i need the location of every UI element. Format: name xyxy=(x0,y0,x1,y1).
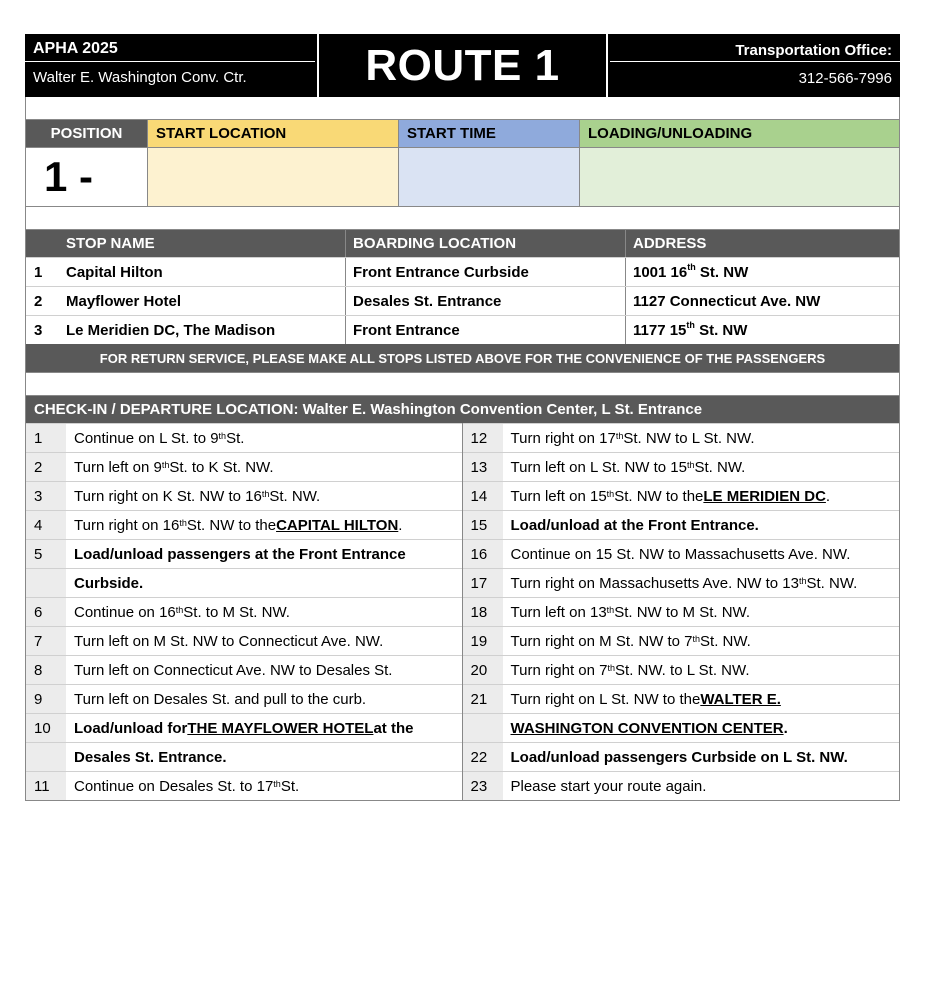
step-number: 8 xyxy=(26,656,66,684)
destination-name: WASHINGTON CONVENTION CENTER xyxy=(510,719,784,737)
step-text-bold: Curbside. xyxy=(74,574,144,592)
table-row xyxy=(26,315,899,344)
ordinal-suffix: th xyxy=(261,489,270,499)
address-ordinal: th xyxy=(686,319,695,330)
address-text: St. NW xyxy=(694,321,748,339)
address-ordinal: th xyxy=(687,261,696,272)
step-text-bold: Load/unload for xyxy=(74,719,188,737)
step-text-segment: Continue on 15 St. NW to Massachusetts Ave. NW. xyxy=(510,545,851,563)
direction-step xyxy=(26,771,462,800)
direction-step xyxy=(26,539,462,568)
step-number: 19 xyxy=(463,627,503,655)
step-text xyxy=(503,540,900,568)
boarding-location: Front Entrance xyxy=(346,316,626,344)
step-text xyxy=(503,656,900,684)
step-number: 6 xyxy=(26,598,66,626)
step-text xyxy=(503,482,900,510)
step-text xyxy=(503,453,900,481)
step-number: 12 xyxy=(463,424,503,452)
step-text-segment: . xyxy=(398,516,403,534)
route-sheet xyxy=(25,34,900,801)
step-text xyxy=(503,511,900,539)
step-text xyxy=(503,685,900,713)
step-number: 9 xyxy=(26,685,66,713)
spacer-row xyxy=(25,97,900,120)
step-text xyxy=(66,424,462,452)
step-text-segment: St. NW. xyxy=(700,632,751,650)
step-text-segment: Turn right on Massachusetts Ave. NW to 13 xyxy=(510,574,799,592)
step-text-segment: Turn right on M St. NW to 7 xyxy=(510,632,693,650)
step-number: 16 xyxy=(463,540,503,568)
step-text-bold: Load/unload at the Front Entrance. xyxy=(510,516,759,534)
direction-step xyxy=(463,510,900,539)
destination-name: LE MERIDIEN DC xyxy=(703,487,826,505)
destination-name: CAPITAL HILTON xyxy=(276,516,399,534)
ordinal-suffix: th xyxy=(798,576,807,586)
stop-name: Mayflower Hotel xyxy=(66,287,346,315)
direction-step xyxy=(463,597,900,626)
direction-step xyxy=(26,713,462,742)
step-text xyxy=(66,482,462,510)
step-text xyxy=(66,540,462,568)
start-time-header: START TIME xyxy=(399,120,580,147)
ordinal-suffix: th xyxy=(606,489,615,499)
office-phone: 312-566-7996 xyxy=(798,70,892,87)
direction-step xyxy=(463,539,900,568)
directions-right-column xyxy=(463,423,900,800)
step-text xyxy=(66,772,462,800)
step-text-segment: Turn left on 9 xyxy=(74,458,162,476)
route-title: ROUTE 1 xyxy=(317,34,608,97)
step-text xyxy=(503,424,900,452)
step-number: 4 xyxy=(26,511,66,539)
boarding-location: Desales St. Entrance xyxy=(346,287,626,315)
venue-name: Walter E. Washington Conv. Ctr. xyxy=(33,69,247,86)
step-number: 1 xyxy=(26,424,66,452)
step-text-segment: Turn right on K St. NW to 16 xyxy=(74,487,262,505)
step-text xyxy=(503,627,900,655)
step-number xyxy=(26,743,66,771)
office-info xyxy=(610,34,900,97)
stop-name: Le Meridien DC, The Madison xyxy=(66,316,346,344)
direction-step xyxy=(26,510,462,539)
step-text-segment: Please start your route again. xyxy=(510,777,707,795)
stop-address xyxy=(626,319,899,339)
ordinal-suffix: th xyxy=(615,431,624,441)
stop-number: 3 xyxy=(34,321,43,339)
event-name: APHA 2025 xyxy=(25,34,315,62)
step-text-segment: St. NW to the xyxy=(614,487,704,505)
direction-step xyxy=(26,597,462,626)
address-text: 1177 15 xyxy=(633,321,687,339)
step-number: 11 xyxy=(26,772,66,800)
step-number: 21 xyxy=(463,685,503,713)
event-info xyxy=(25,34,315,97)
step-number: 3 xyxy=(26,482,66,510)
step-text xyxy=(503,714,900,742)
ordinal-suffix: th xyxy=(161,460,170,470)
direction-step xyxy=(26,742,462,771)
step-text-bold: Load/unload passengers Curbside on L St. NW. xyxy=(510,748,848,766)
step-text-segment: St. xyxy=(226,429,245,447)
direction-step xyxy=(26,452,462,481)
spacer-row xyxy=(25,373,900,396)
step-text-segment: St. NW to the xyxy=(186,516,277,534)
step-text-segment: Turn left on L St. NW to 15 xyxy=(510,458,687,476)
step-number: 10 xyxy=(26,714,66,742)
address-text: 1127 Connecticut Ave. NW xyxy=(633,292,821,310)
address-header: ADDRESS xyxy=(633,235,707,252)
step-text-segment: Turn right on 16 xyxy=(74,516,180,534)
direction-step xyxy=(463,423,900,452)
direction-step xyxy=(463,568,900,597)
step-text-segment: St. to K St. NW. xyxy=(169,458,274,476)
direction-step xyxy=(26,655,462,684)
step-text xyxy=(503,772,900,800)
direction-step xyxy=(463,713,900,742)
stop-number: 2 xyxy=(34,292,43,310)
route-header xyxy=(25,34,900,97)
step-text-segment: Continue on L St. to 9 xyxy=(74,429,219,447)
step-text-segment: St. NW. xyxy=(806,574,858,592)
step-text-segment: Continue on 16 xyxy=(74,603,176,621)
start-time-field[interactable] xyxy=(399,148,580,206)
stop-number: 1 xyxy=(34,263,43,281)
destination-name: WALTER E. xyxy=(700,690,781,708)
ordinal-suffix: th xyxy=(606,605,615,615)
start-location-header: START LOCATION xyxy=(148,120,399,147)
stop-name: Capital Hilton xyxy=(66,258,346,286)
boarding-location: Front Entrance Curbside xyxy=(346,258,626,286)
step-text xyxy=(66,511,462,539)
position-value: 1 - xyxy=(26,148,148,206)
direction-step xyxy=(463,481,900,510)
step-number: 2 xyxy=(26,453,66,481)
direction-step xyxy=(26,423,462,452)
stop-name-header: STOP NAME xyxy=(66,230,346,257)
ordinal-suffix: th xyxy=(607,663,616,673)
step-number: 18 xyxy=(463,598,503,626)
step-text-bold: at the xyxy=(373,719,414,737)
step-text-segment: St. NW. to L St. NW. xyxy=(615,661,750,679)
ordinal-suffix: th xyxy=(686,460,695,470)
step-number: 23 xyxy=(463,772,503,800)
direction-step xyxy=(463,771,900,800)
step-text-segment: Turn right on 7 xyxy=(510,661,608,679)
direction-step xyxy=(463,655,900,684)
step-text-segment: St. NW to L St. NW. xyxy=(623,429,755,447)
spacer-row xyxy=(25,207,900,230)
step-number: 7 xyxy=(26,627,66,655)
step-text-segment: Turn left on 13 xyxy=(510,603,607,621)
step-number: 5 xyxy=(26,540,66,568)
step-text xyxy=(66,627,462,655)
boarding-location-header: BOARDING LOCATION xyxy=(346,230,626,257)
start-location-field[interactable] xyxy=(148,148,399,206)
direction-step xyxy=(26,684,462,713)
ordinal-suffix: th xyxy=(692,634,701,644)
step-text-segment: Turn right on 17 xyxy=(510,429,616,447)
loading-field[interactable] xyxy=(580,148,899,206)
step-number xyxy=(26,569,66,597)
step-text-bold: . xyxy=(783,719,788,737)
step-text xyxy=(503,569,900,597)
step-text-segment: Turn left on M St. NW to Connecticut Ave. NW. xyxy=(74,632,384,650)
direction-step xyxy=(463,626,900,655)
step-text xyxy=(66,569,462,597)
direction-step xyxy=(463,452,900,481)
step-text-bold: Desales St. Entrance. xyxy=(74,748,227,766)
directions-table xyxy=(25,396,900,801)
step-text-segment: St. xyxy=(280,777,300,795)
position-header: POSITION xyxy=(26,120,148,147)
step-text-segment: Continue on Desales St. to 17 xyxy=(74,777,274,795)
destination-name: THE MAYFLOWER HOTEL xyxy=(187,719,374,737)
step-number: 14 xyxy=(463,482,503,510)
step-text xyxy=(503,743,900,771)
step-text xyxy=(66,714,462,742)
step-number xyxy=(463,714,503,742)
position-table xyxy=(25,120,900,207)
stops-table xyxy=(25,230,900,373)
table-row xyxy=(26,286,899,315)
step-text xyxy=(66,598,462,626)
step-text-segment: Turn right on L St. NW to the xyxy=(510,690,701,708)
step-text-segment: St. NW. xyxy=(694,458,746,476)
loading-header: LOADING/UNLOADING xyxy=(580,120,899,147)
office-label: Transportation Office: xyxy=(610,34,900,62)
step-text-segment: St. NW. xyxy=(269,487,321,505)
ordinal-suffix: th xyxy=(273,779,281,789)
step-text-segment: . xyxy=(825,487,831,505)
step-number: 13 xyxy=(463,453,503,481)
directions-left-column xyxy=(26,423,463,800)
step-text-bold: Load/unload passengers at the Front Entrance xyxy=(74,545,406,563)
step-text xyxy=(503,598,900,626)
direction-step xyxy=(26,481,462,510)
direction-step xyxy=(26,626,462,655)
step-text xyxy=(66,453,462,481)
step-text-segment: Turn left on 15 xyxy=(510,487,607,505)
ordinal-suffix: th xyxy=(179,518,187,528)
stop-address xyxy=(626,293,899,310)
step-number: 20 xyxy=(463,656,503,684)
departure-location-title: CHECK-IN / DEPARTURE LOCATION: Walter E. Washington Convention Center, L St. Entrance xyxy=(26,396,899,423)
step-number: 15 xyxy=(463,511,503,539)
step-text-segment: Turn left on Desales St. and pull to the curb. xyxy=(74,690,367,708)
step-number: 22 xyxy=(463,743,503,771)
address-text: 1001 16 xyxy=(633,263,688,281)
stops-header-row xyxy=(26,230,899,257)
address-text: St. NW xyxy=(695,263,749,281)
step-text xyxy=(66,656,462,684)
return-service-notice: FOR RETURN SERVICE, PLEASE MAKE ALL STOPS LISTED ABOVE FOR THE CONVENIENCE OF THE PASSENGERS xyxy=(26,344,899,372)
direction-step xyxy=(26,568,462,597)
step-text-segment: Turn left on Connecticut Ave. NW to Desales St. xyxy=(74,661,393,679)
ordinal-suffix: th xyxy=(218,431,227,441)
table-row xyxy=(26,257,899,286)
step-number: 17 xyxy=(463,569,503,597)
direction-step xyxy=(463,684,900,713)
step-text-segment: St. to M St. NW. xyxy=(183,603,290,621)
step-text-segment: St. NW to M St. NW. xyxy=(614,603,751,621)
step-text xyxy=(66,743,462,771)
direction-step xyxy=(463,742,900,771)
ordinal-suffix: th xyxy=(175,605,184,615)
stop-address xyxy=(626,261,899,281)
step-text xyxy=(66,685,462,713)
